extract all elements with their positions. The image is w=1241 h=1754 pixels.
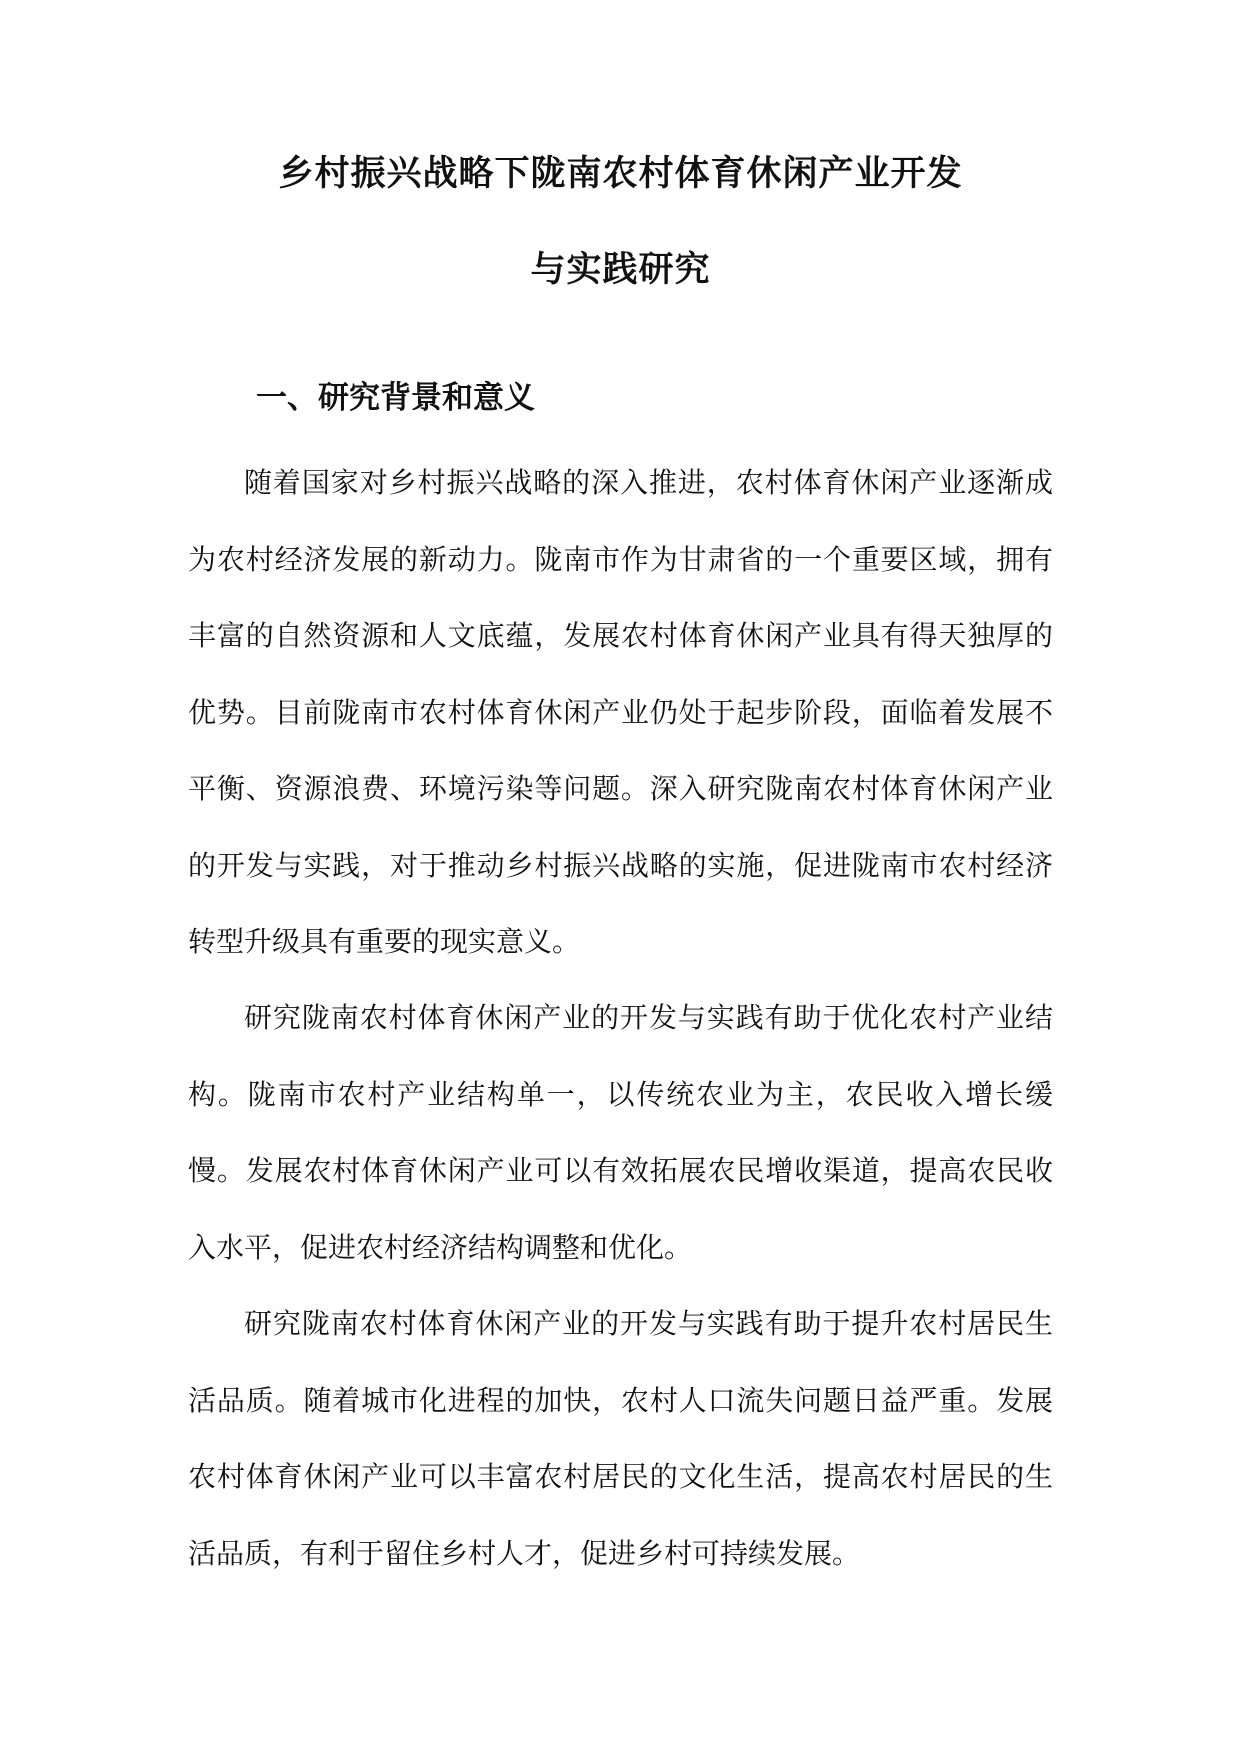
body-paragraph-1: 随着国家对乡村振兴战略的深入推进，农村体育休闲产业逐渐成为农村经济发展的新动力。陇南市作为甘肃省的一个重要区域，拥有丰富的自然资源和人文底蕴，发展农村体育休闲产业具有得天独厚的优势。目前陇南市农村体育休闲产业仍处于起步阶段，面临着发展不平衡、资源浪费、环境污染等问题。深入研究陇南农村体育休闲产业的开发与实践，对于推动乡村振兴战略的实施，促进陇南市农村经济转型升级具有重要的现实意义。 [188, 466, 1053, 958]
document-title-line-2: 与实践研究 [530, 250, 711, 290]
section-heading: 一、研究背景和意义 [256, 380, 535, 416]
body-paragraph-3: 研究陇南农村体育休闲产业的开发与实践有助于提升农村居民生活品质。随着城市化进程的加快，农村人口流失问题日益严重。发展农村体育休闲产业可以丰富农村居民的文化生活，提高农村居民的生活品质，有利于留住乡村人才，促进乡村可持续发展。 [188, 1307, 1053, 1570]
document-title-line-1: 乡村振兴战略下陇南农村体育休闲产业开发 [278, 154, 963, 194]
body-paragraph-2: 研究陇南农村体育休闲产业的开发与实践有助于优化农村产业结构。陇南市农村产业结构单一，以传统农业为主，农民收入增长缓慢。发展农村体育休闲产业可以有效拓展农民增收渠道，提高农民收入水平，促进农村经济结构调整和优化。 [188, 1001, 1053, 1264]
